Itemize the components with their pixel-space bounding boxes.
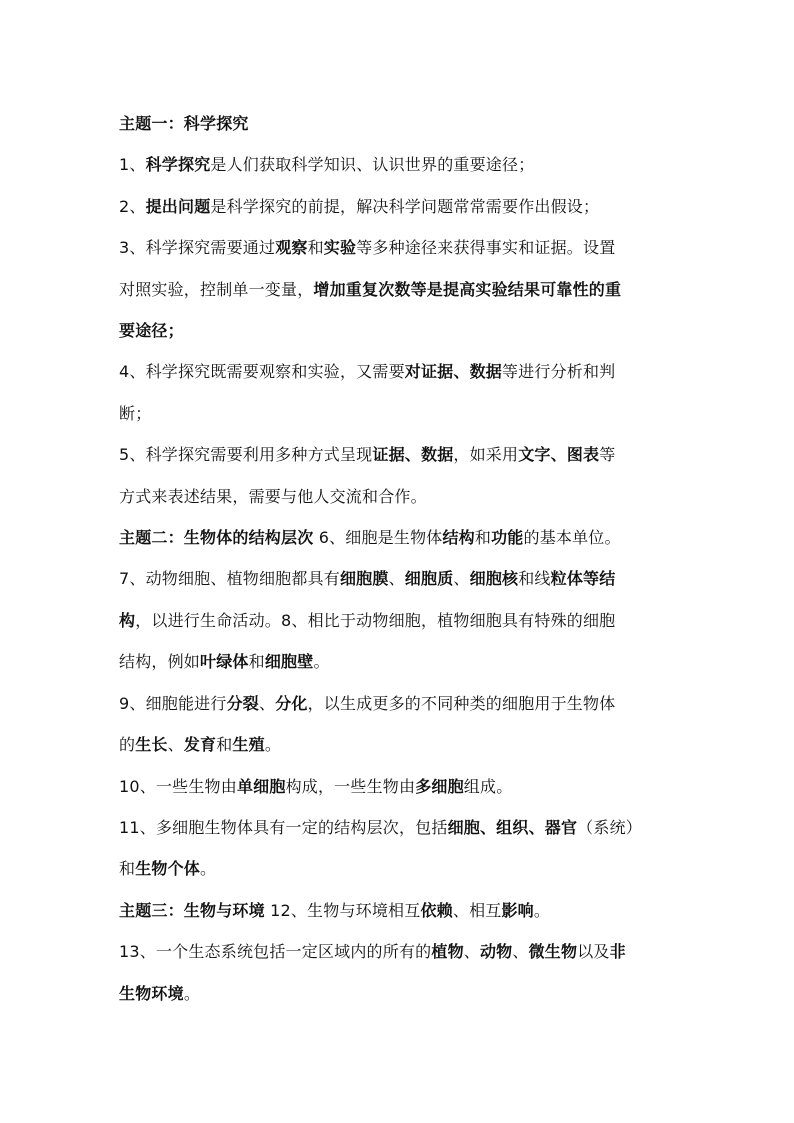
text-run: 13、一个生态系统包括一定区域内的所有的 [119, 942, 432, 962]
text-run: 、 [463, 942, 480, 962]
bold-text-run: 细胞壁 [264, 652, 314, 672]
text-run: 对照实验，控制单一变量， [119, 279, 314, 299]
text-run: 1、 [119, 155, 146, 175]
bold-text-run: 科学探究 [145, 155, 211, 175]
text-run: 4、科学探究既需要观察和实验，又需要 [119, 362, 405, 382]
bold-text-run: 证据、数据 [372, 445, 454, 465]
text-run: 是科学探究的前提，解决科学问题常常需要作出假设； [210, 196, 600, 216]
text-run: 的基本单位。 [523, 528, 621, 548]
bold-text-run: 文字、图表 [518, 445, 600, 465]
text-run: 、相互 [452, 900, 502, 920]
bold-text-run: 细胞膜 [339, 569, 389, 589]
bold-text-run: 微生物 [528, 942, 578, 962]
bold-text-run: 细胞质 [404, 569, 454, 589]
text-run: 。 [200, 859, 217, 879]
text-run: 、 [167, 735, 184, 755]
text-run: 、 [259, 693, 276, 713]
text-run: 构成，一些生物由 [285, 776, 416, 796]
text-run: 等多种途径来获得事实和证据。设置 [356, 238, 616, 258]
text-line [119, 807, 679, 848]
text-run: 2、 [119, 196, 146, 216]
text-line [119, 186, 679, 227]
bold-text-run: 细胞、组织、器官 [447, 817, 578, 837]
text-line [119, 351, 679, 392]
text-run: 以及 [577, 942, 610, 962]
bold-text-run: 分裂 [226, 693, 259, 713]
text-line [119, 558, 679, 599]
text-run: 和 [216, 735, 233, 755]
text-run: 12、生物与环境相互 [264, 900, 421, 920]
text-line [119, 227, 679, 268]
text-line [119, 724, 679, 765]
bold-text-run: 要途径； [119, 321, 184, 341]
text-run: 和 [474, 528, 492, 548]
bold-text-run: 主题二：生物体的结构层次 [119, 528, 314, 548]
text-line [119, 393, 679, 434]
bold-text-run: 结构 [442, 528, 475, 548]
text-run: 等 [599, 445, 616, 465]
text-run: 5、科学探究需要利用多种方式呈现 [119, 445, 373, 465]
bold-text-run: 生殖 [232, 735, 265, 755]
text-run: ，以进行生命活动。8、相比于动物细胞，植物细胞具有特殊的细胞 [135, 610, 616, 630]
text-line [119, 269, 679, 310]
text-line [119, 434, 679, 475]
text-run: 7、动物细胞、植物细胞都具有 [119, 569, 340, 589]
text-run: 等进行分析和判 [501, 362, 616, 382]
text-run: 。 [313, 652, 330, 672]
text-run: 、 [388, 569, 405, 589]
bold-text-run: 动物 [479, 942, 513, 962]
bold-text-run: 植物 [431, 942, 464, 962]
text-line [119, 310, 679, 351]
bold-text-run: 对证据、数据 [404, 362, 502, 382]
bold-text-run: 依赖 [420, 900, 453, 920]
text-line [119, 144, 679, 185]
bold-text-run: 生物个体 [135, 859, 201, 879]
bold-text-run: 实验 [323, 238, 357, 258]
text-line [119, 641, 679, 682]
bold-text-run: 发育 [183, 735, 217, 755]
text-line [119, 103, 679, 144]
document-body [119, 103, 679, 1014]
text-run: 断； [119, 403, 152, 423]
text-line [119, 848, 679, 889]
bold-text-run: 非 [609, 942, 626, 962]
text-run: （系统） [577, 817, 642, 837]
text-run: 。 [183, 983, 201, 1003]
text-run: 结构，例如 [119, 652, 201, 672]
bold-text-run: 细胞核 [469, 569, 519, 589]
text-run: 和 [248, 652, 265, 672]
text-line [119, 890, 679, 931]
bold-text-run: 增加重复次数等是提高实验结果可靠性的重 [313, 279, 622, 299]
text-line [119, 931, 679, 972]
text-run: 9、细胞能进行 [119, 693, 227, 713]
text-run: 。 [264, 735, 282, 755]
text-run: ，如采用 [453, 445, 519, 465]
text-run: 和线 [518, 569, 551, 589]
bold-text-run: 提出问题 [145, 196, 211, 216]
bold-text-run: 主题一：科学探究 [119, 114, 249, 133]
bold-text-run: 生长 [135, 735, 168, 755]
text-run: 、 [512, 942, 529, 962]
text-run: ，以生成更多的不同种类的细胞用于生物体 [307, 693, 616, 713]
text-run: 、 [453, 569, 470, 589]
text-run: 组成。 [463, 776, 513, 796]
text-run: 的 [119, 735, 136, 755]
text-run: 方式来表述结果，需要与他人交流和合作。 [119, 486, 427, 506]
text-line [119, 973, 679, 1014]
bold-text-run: 单细胞 [236, 776, 286, 796]
bold-text-run: 生物环境 [119, 983, 184, 1003]
text-run: 11、多细胞生物体具有一定的结构层次，包括 [119, 817, 448, 837]
bold-text-run: 多细胞 [415, 776, 464, 796]
text-run: 和 [307, 238, 324, 258]
bold-text-run: 构 [119, 610, 136, 630]
text-run: 6、细胞是生物体 [313, 528, 443, 548]
text-line [119, 476, 679, 517]
text-run: 3、科学探究需要通过 [119, 238, 276, 258]
bold-text-run: 功能 [491, 528, 524, 548]
text-line [119, 766, 679, 807]
text-run: 10、一些生物由 [119, 776, 237, 796]
text-run: 和 [119, 859, 136, 879]
text-line [119, 517, 679, 558]
text-run: 是人们获取科学知识、认识世界的重要途径； [210, 155, 535, 175]
bold-text-run: 分化 [275, 693, 308, 713]
bold-text-run: 观察 [275, 238, 308, 258]
bold-text-run: 影响 [501, 900, 534, 920]
text-line [119, 683, 679, 724]
bold-text-run: 叶绿体 [200, 652, 249, 672]
text-line [119, 600, 679, 641]
text-run: 。 [533, 900, 551, 920]
bold-text-run: 粒体等结 [550, 569, 616, 589]
bold-text-run: 主题三：生物与环境 [119, 900, 265, 920]
